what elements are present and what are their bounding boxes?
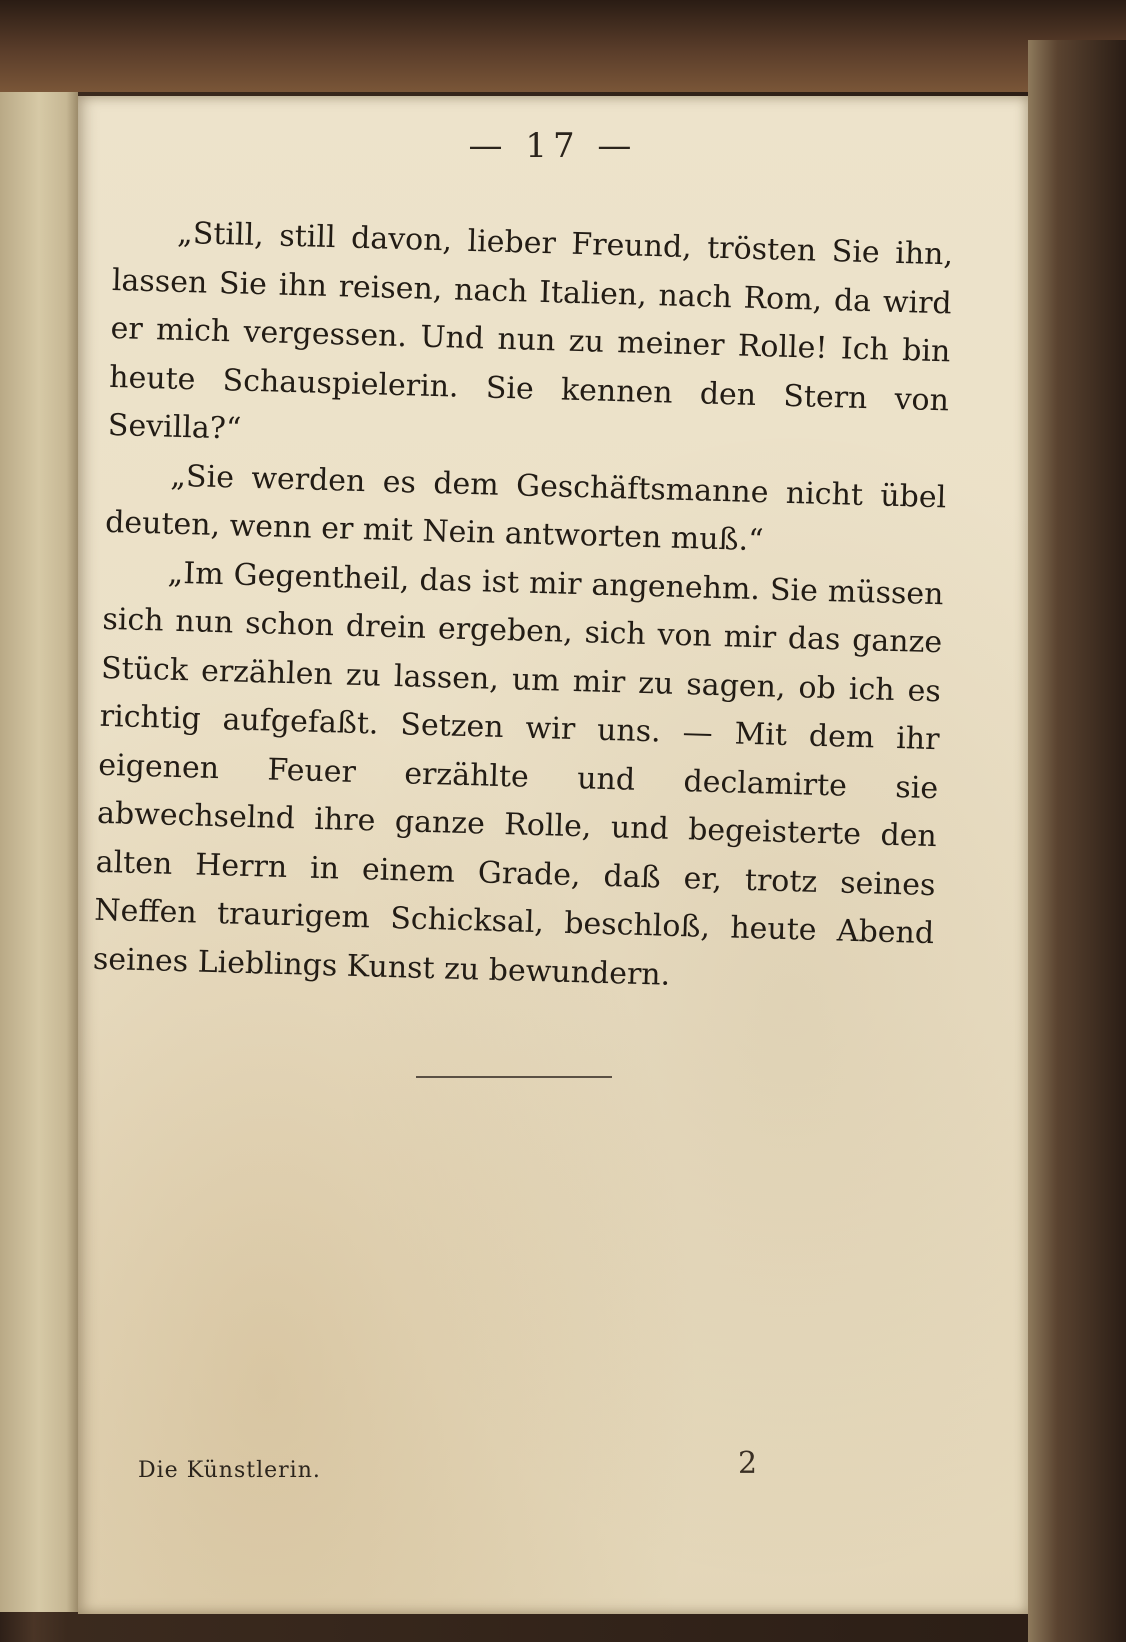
paragraph-3: „Im Gegentheil, das ist mir angenehm. Sie müssen sich nun schon drein ergeben, sich von mir das ganze Stück erzählen zu lassen, um mir zu sagen, ob ich es richtig aufgefaßt. Setzen wir uns. — Mit dem ihr eigenen Feuer erzählte und declamirte sie abwechselnd ihre ganze Rolle, und begeisterte den alten Herrn in einem Grade, daß er, trotz seines Neffen traurigem Schicksal, beschloß, heute Abend seines Lieblings Kunst zu bewundern. [92,555,945,993]
body-text [92,208,953,1007]
signature-mark: 2 [738,1446,758,1481]
left-page-edge [0,92,78,1612]
section-divider [416,1076,612,1078]
paragraph-1: „Still, still davon, lieber Freund, trösten Sie ihn, lassen Sie ihn reisen, nach Italien, nach Rom, da wird er mich vergessen. Und nun zu meiner Rolle! Ich bin heute Schauspielerin. Sie kennen den Stern von Sevilla?“ [107,215,954,447]
paragraph-2: „Sie werden es dem Geschäftsmanne nicht übel deuten, wenn er mit Nein antworten muß.“ [104,458,947,559]
page-number: — 17 — [468,126,638,166]
book-cover-top [0,0,1126,92]
book-cover-right [1028,40,1126,1642]
signature-line: Die Künstlerin. [138,1458,321,1483]
page [78,96,1028,1614]
